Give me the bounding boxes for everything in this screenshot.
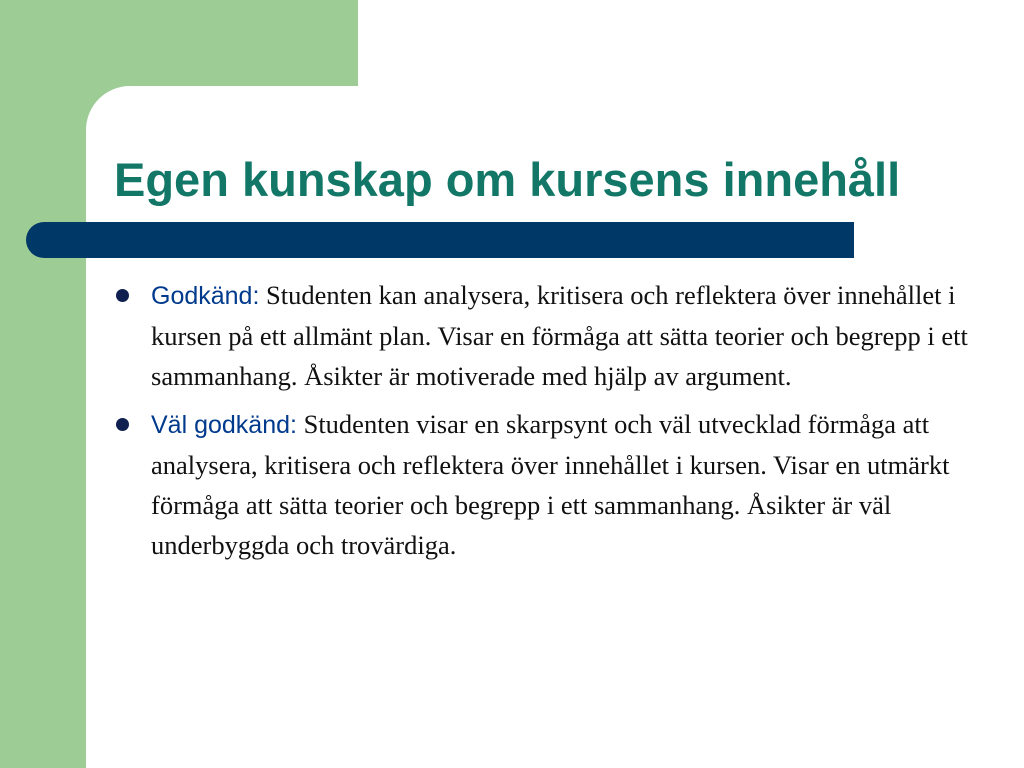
title-underline-bar xyxy=(26,222,854,258)
bullet-list xyxy=(115,275,987,573)
bullet-dot-icon xyxy=(116,418,129,431)
bullet-item-val-godkand xyxy=(115,404,987,565)
bullet-term: Godkänd: xyxy=(151,282,260,310)
bullet-term: Väl godkänd: xyxy=(151,411,297,439)
bullet-text: Studenten kan analysera, kritisera och reflektera över innehållet i kursen på ett allmänt plan. Visar en förmåga att sätta teorier och begrepp i ett sammanhang. Åsikter är motiverade med hjälp av argument. xyxy=(151,280,968,391)
bullet-dot-icon xyxy=(116,289,129,302)
slide-title: Egen kunskap om kursens innehåll xyxy=(114,153,901,206)
bullet-item-godkand xyxy=(115,275,987,396)
bullet-text: Studenten visar en skarpsynt och väl utvecklad förmåga att analysera, kritisera och reflektera över innehållet i kursen. Visar en utmärkt förmåga att sätta teorier och begrepp i ett sammanhang. Åsikter är väl underbyggda och trovärdiga. xyxy=(151,409,950,560)
